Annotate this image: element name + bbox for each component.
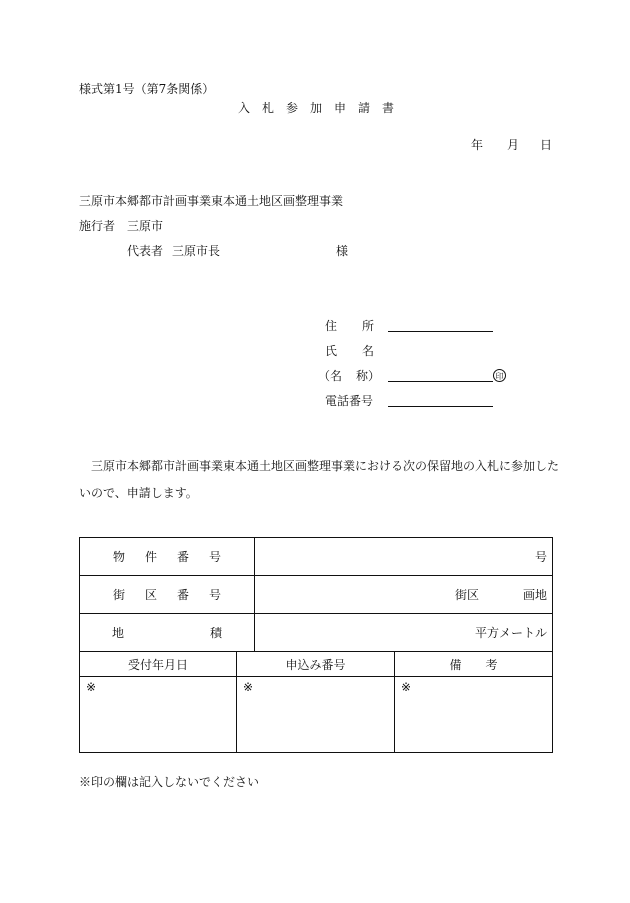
title-char: 加 (310, 101, 323, 115)
table-row (80, 614, 553, 652)
title-char: 入 (238, 101, 251, 115)
remarks-cell: ※ (395, 677, 553, 753)
table-row (80, 652, 553, 677)
title-char: 請 (358, 101, 371, 115)
company-label-char: 称） (356, 369, 381, 383)
form-number: 様式第1号（第7条関係） (79, 82, 215, 96)
property-table (79, 537, 553, 753)
date-month: 月 (507, 138, 520, 152)
remarks-header: 備 考 (395, 652, 553, 677)
table-row (80, 576, 553, 614)
operator-name: 三原市 (127, 219, 164, 233)
title-char: 書 (382, 101, 395, 115)
property-number-field[interactable] (255, 538, 553, 576)
address-label-char: 住 (325, 319, 338, 333)
title-char: 札 (262, 101, 275, 115)
land-area-label: 地 積 (80, 614, 255, 652)
name-label-char: 名 (362, 344, 375, 358)
block-number-label: 街 区 番 号 (80, 576, 255, 614)
title-char: 参 (286, 101, 299, 115)
application-number-header: 申込み番号 (237, 652, 395, 677)
land-area-field[interactable] (255, 614, 553, 652)
operator-label: 施行者 (79, 219, 116, 233)
table-row (80, 538, 553, 576)
seal-icon: 印 (493, 369, 506, 382)
phone-field[interactable] (388, 406, 493, 407)
body-text-line1: 三原市本郷都市計画事業東本通土地区画整理事業における次の保留地の入札に参加した (91, 459, 560, 473)
lot-unit: 画地 (523, 588, 548, 602)
block-unit: 街区 (454, 588, 479, 602)
company-field[interactable] (388, 381, 493, 382)
date-day: 日 (540, 138, 553, 152)
reception-date-header: 受付年月日 (80, 652, 237, 677)
body-text-line2: いので、申請します。 (79, 486, 198, 500)
land-area-unit: 平方メートル (475, 626, 548, 640)
representative-label: 代表者 (127, 244, 164, 258)
footnote: ※印の欄は記入しないでください (79, 775, 260, 789)
property-number-unit: 号 (535, 550, 548, 564)
table-row (80, 677, 553, 753)
company-label-char: （名 (318, 369, 343, 383)
project-name: 三原市本郷都市計画事業東本通土地区画整理事業 (79, 194, 344, 208)
address-field[interactable] (388, 331, 493, 332)
property-number-label: 物 件 番 号 (80, 538, 255, 576)
representative-name: 三原市長 (172, 244, 221, 258)
block-number-field[interactable] (255, 576, 553, 614)
honorific: 様 (336, 244, 349, 258)
application-number-cell: ※ (237, 677, 395, 753)
date-year: 年 (471, 138, 484, 152)
address-label-char: 所 (362, 319, 375, 333)
name-label-char: 氏 (325, 344, 338, 358)
title-char: 申 (334, 101, 347, 115)
reception-date-cell: ※ (80, 677, 237, 753)
phone-label: 電話番号 (325, 394, 374, 408)
